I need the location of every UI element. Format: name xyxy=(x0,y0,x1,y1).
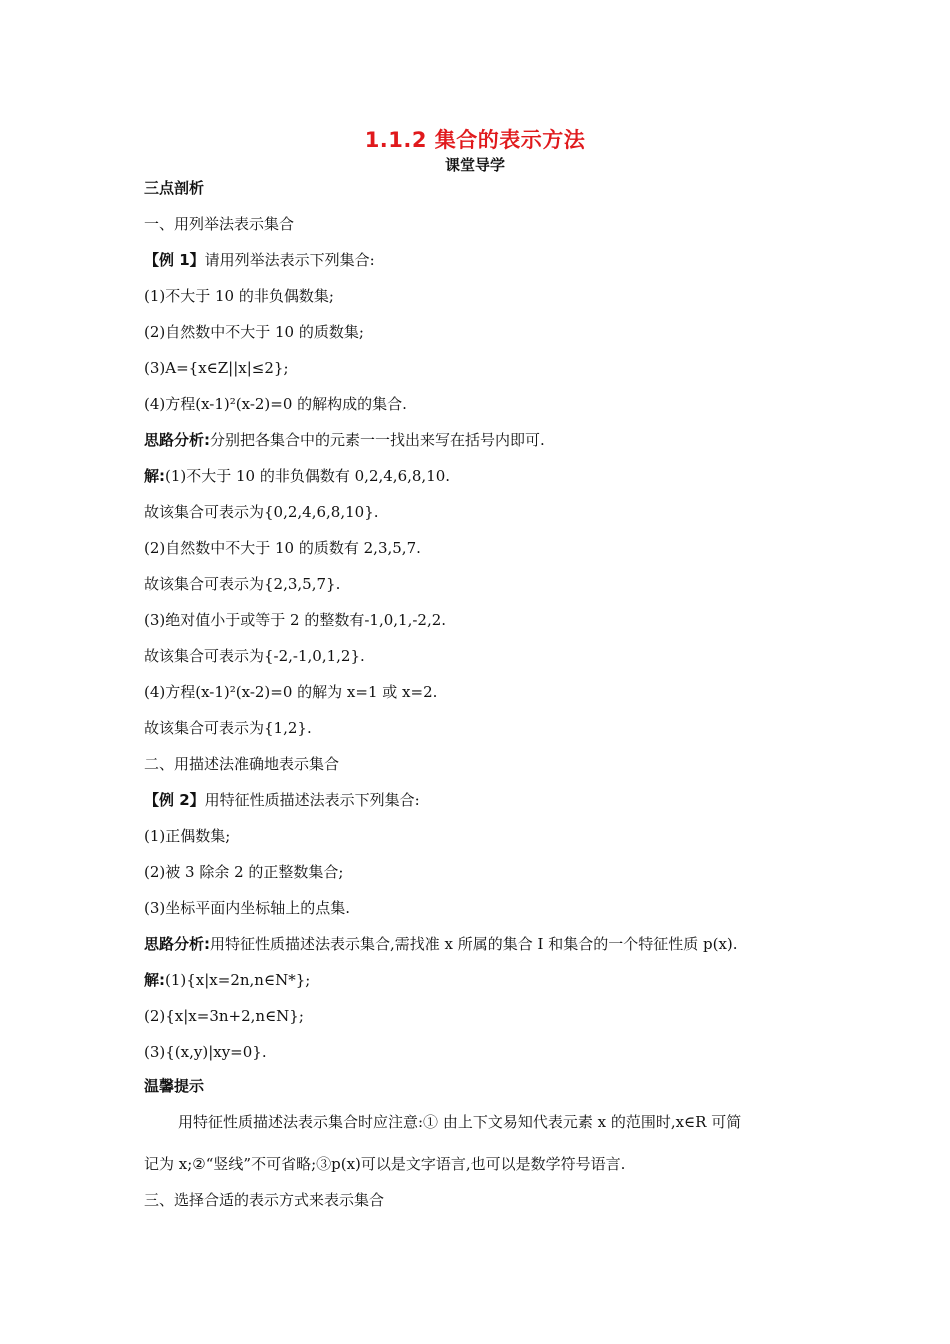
part1-heading: 一、用列举法表示集合 xyxy=(144,215,295,233)
example1-item: (4)方程(x-1)²(x-2)=0 的解构成的集合. xyxy=(144,395,407,413)
example2-line xyxy=(144,790,420,810)
example1-line xyxy=(144,250,375,270)
solution1-step: 故该集合可表示为{0,2,4,6,8,10}. xyxy=(144,503,379,521)
page-subtitle: 课堂导学 xyxy=(444,156,505,174)
solution1-line xyxy=(144,466,450,486)
example1-text: 请用列举法表示下列集合: xyxy=(204,251,375,269)
analysis2-label: 思路分析: xyxy=(144,935,210,953)
example2-item: (2)被 3 除余 2 的正整数集合; xyxy=(144,863,344,881)
solution1-step: (2)自然数中不大于 10 的质数有 2,3,5,7. xyxy=(144,539,421,557)
section-heading: 三点剖析 xyxy=(144,179,205,197)
tip-line: 用特征性质描述法表示集合时应注意:① 由上下文易知代表元素 x 的范围时,x∈R 可简 xyxy=(178,1113,742,1131)
solution2-first: (1){x|x=2n,n∈N*}; xyxy=(165,971,311,989)
example2-item: (1)正偶数集; xyxy=(144,827,231,845)
solution1-step: 故该集合可表示为{1,2}. xyxy=(144,719,312,737)
solution1-label: 解: xyxy=(144,467,165,485)
example1-item: (1)不大于 10 的非负偶数集; xyxy=(144,287,334,305)
example1-item: (2)自然数中不大于 10 的质数集; xyxy=(144,323,364,341)
solution2-step: (2){x|x=3n+2,n∈N}; xyxy=(144,1007,304,1025)
part3-heading: 三、选择合适的表示方式来表示集合 xyxy=(144,1191,385,1209)
solution1-first: (1)不大于 10 的非负偶数有 0,2,4,6,8,10. xyxy=(165,467,451,485)
tip-line: 记为 x;②“竖线”不可省略;③p(x)可以是文字语言,也可以是数学符号语言. xyxy=(144,1155,626,1173)
example1-item: (3)A={x∈Z||x|≤2}; xyxy=(144,359,289,377)
analysis1-line xyxy=(144,430,545,450)
page-title: 1.1.2 集合的表示方法 xyxy=(364,128,586,152)
solution1-step: 故该集合可表示为{2,3,5,7}. xyxy=(144,575,341,593)
analysis1-text: 分别把各集合中的元素一一找出来写在括号内即可. xyxy=(210,431,545,449)
analysis1-label: 思路分析: xyxy=(144,431,210,449)
solution2-label: 解: xyxy=(144,971,165,989)
analysis2-text: 用特征性质描述法表示集合,需找准 x 所属的集合 I 和集合的一个特征性质 p(x). xyxy=(210,935,738,953)
example1-label: 【例 1】 xyxy=(144,251,205,269)
solution1-step: (4)方程(x-1)²(x-2)=0 的解为 x=1 或 x=2. xyxy=(144,683,438,701)
analysis2-line xyxy=(144,934,738,954)
solution2-step: (3){(x,y)|xy=0}. xyxy=(144,1043,267,1061)
part2-heading: 二、用描述法准确地表示集合 xyxy=(144,755,340,773)
solution1-step: (3)绝对值小于或等于 2 的整数有-1,0,1,-2,2. xyxy=(144,611,447,629)
example2-label: 【例 2】 xyxy=(144,791,205,809)
example2-item: (3)坐标平面内坐标轴上的点集. xyxy=(144,899,351,917)
solution2-line xyxy=(144,970,310,990)
example2-text: 用特征性质描述法表示下列集合: xyxy=(204,791,420,809)
solution1-step: 故该集合可表示为{-2,-1,0,1,2}. xyxy=(144,647,365,665)
tip-heading: 温馨提示 xyxy=(144,1077,205,1095)
